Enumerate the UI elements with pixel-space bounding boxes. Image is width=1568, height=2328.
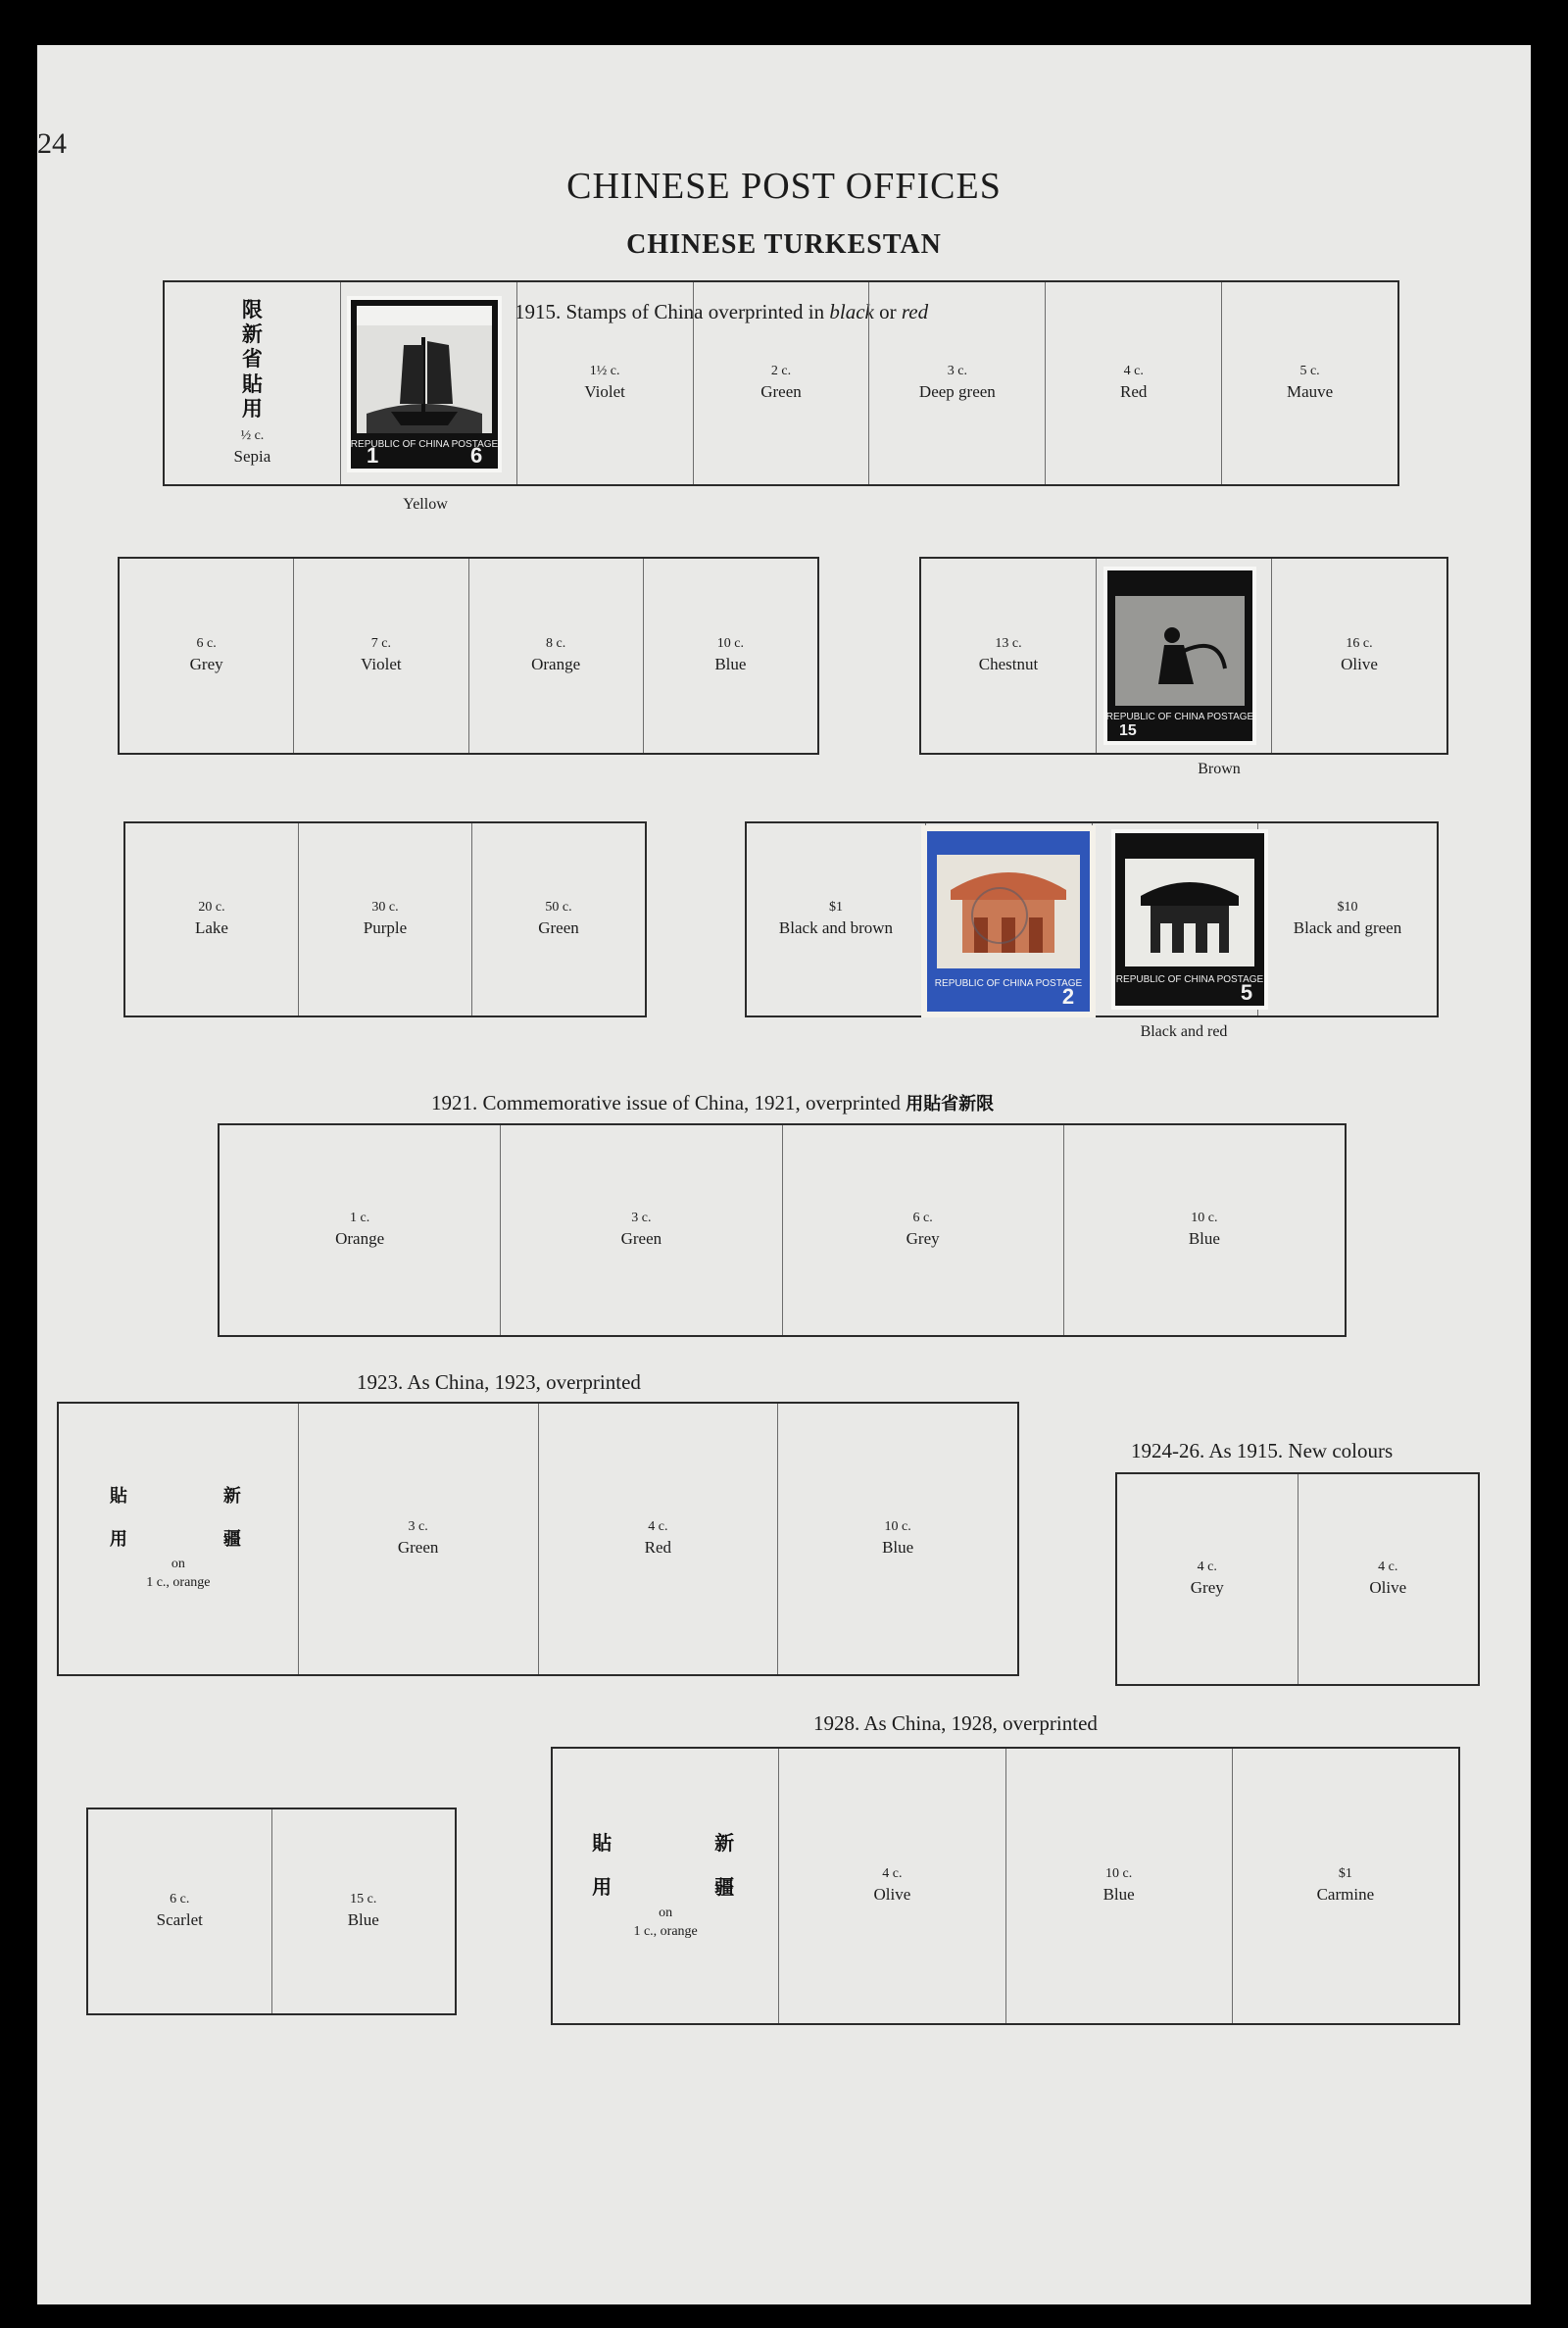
stamp-colour: Violet: [584, 381, 625, 401]
overprint-glyph: 用: [592, 1875, 612, 1900]
stamp-space[interactable]: [1272, 559, 1446, 753]
stamp-space[interactable]: [778, 1404, 1017, 1674]
stamp-colour: Scarlet: [156, 1909, 203, 1929]
stamp-space[interactable]: [1298, 1474, 1479, 1684]
stamp-colour: Blue: [1188, 1228, 1220, 1248]
stamp-colour: Lake: [195, 917, 228, 937]
overprint-1915: [242, 298, 263, 421]
row-1923: [57, 1402, 1019, 1676]
caption-yellow: Yellow: [403, 496, 448, 513]
stamp-colour: Green: [760, 381, 802, 401]
stamp-space[interactable]: [869, 282, 1046, 484]
overprint-glyph: 疆: [714, 1875, 735, 1900]
stamp-colour: Blue: [347, 1909, 379, 1929]
stamp-value: 10 c.: [716, 636, 744, 652]
stamp-value: 1 c.: [350, 1211, 370, 1226]
overprint-glyph: 貼: [241, 371, 263, 396]
stamp-value: 4 c.: [1197, 1560, 1217, 1575]
overprint-glyph: 用: [109, 1529, 127, 1551]
stamp-colour: Violet: [361, 654, 402, 673]
stamp-space[interactable]: [539, 1404, 779, 1674]
stamp-value: 3 c.: [408, 1519, 428, 1535]
stamp-value: 2 c.: [770, 364, 792, 379]
stamp-colour: Black and green: [1293, 917, 1402, 937]
stamp-colour: Chestnut: [978, 654, 1039, 673]
overprint-1923: [110, 1485, 247, 1553]
row-1928: [551, 1747, 1460, 2025]
stamp-space[interactable]: [299, 1404, 539, 1674]
heading-1915-black: black: [829, 300, 874, 323]
reaper-stamp-inscription: REPUBLIC OF CHINA POSTAGE: [1105, 712, 1254, 722]
heading-1924-26: 1924-26. As 1915. New colours: [1131, 1439, 1394, 1462]
stamp-space[interactable]: [1064, 1125, 1345, 1335]
stamp-colour: Red: [1120, 381, 1148, 401]
stamp-colour: Olive: [1369, 1577, 1407, 1597]
stamp-space[interactable]: [783, 1125, 1064, 1335]
stamp-value: 6 c.: [170, 1892, 190, 1907]
stamp-value: 10 c.: [1105, 1866, 1133, 1882]
stamp-value: 1½ c.: [589, 364, 620, 379]
row-1915-d: [123, 821, 647, 1017]
stamp-colour: Grey: [1190, 1577, 1224, 1597]
stamp-colour: Deep green: [918, 381, 996, 401]
overprint-glyph: 疆: [222, 1529, 241, 1551]
stamp-value: 13 c.: [995, 636, 1022, 652]
stamp-space[interactable]: [501, 1125, 782, 1335]
heading-1921: [431, 1090, 994, 1115]
stamp-colour: Grey: [906, 1228, 940, 1248]
stamp-space[interactable]: [1006, 1749, 1233, 2023]
stamp-colour: Grey: [189, 654, 223, 673]
page-subtitle: CHINESE TURKESTAN: [626, 229, 942, 260]
stamp-colour: Green: [538, 917, 579, 937]
heading-1921-text: 1921. Commemorative issue of China, 1921, overprinted: [431, 1091, 901, 1114]
stamp-value: 7 c.: [370, 636, 391, 652]
stamp-value: 6 c.: [912, 1211, 933, 1226]
hall-of-classics-blue-stamp-image: [921, 825, 1096, 1017]
blue-stamp-value: 2: [1061, 984, 1075, 1009]
stamp-value: 30 c.: [371, 900, 399, 916]
caption-brown: Brown: [1198, 761, 1241, 777]
stamp-space[interactable]: [299, 823, 472, 1015]
stamp-colour: Blue: [1102, 1884, 1135, 1904]
heading-1915-or: or: [873, 300, 902, 323]
stamp-colour: Green: [397, 1537, 439, 1557]
stamp-value: 4 c.: [882, 1866, 903, 1882]
stamp-value: $10: [1337, 900, 1358, 916]
stamp-value: 15 c.: [350, 1892, 377, 1907]
page-number: 24: [37, 127, 67, 160]
stamp-space[interactable]: [1222, 282, 1397, 484]
overprint-glyph: 新: [241, 322, 263, 347]
stamp-value: 4 c.: [1123, 364, 1144, 379]
row-1924-26: [1115, 1472, 1480, 1686]
overprint-1921: 用貼省新限: [906, 1094, 995, 1114]
overprint-glyph: 省: [241, 347, 263, 371]
stamp-colour: Olive: [1341, 654, 1378, 673]
stamp-space[interactable]: [469, 559, 644, 753]
stamp-space[interactable]: [472, 823, 645, 1015]
stamp-space[interactable]: [1258, 823, 1437, 1015]
stamp-space[interactable]: [1233, 1749, 1458, 2023]
stamp-space[interactable]: [1117, 1474, 1298, 1684]
junk-stamp-image: [347, 296, 502, 472]
row-1915-b: [118, 557, 819, 755]
stamp-space[interactable]: [779, 1749, 1005, 2023]
stamp-value: 3 c.: [631, 1211, 652, 1226]
black-stamp-value: 5: [1240, 980, 1253, 1005]
hall-of-classics-black-stamp-image: [1111, 829, 1268, 1010]
overprint-glyph: 新: [222, 1485, 241, 1507]
overprint-1928: [592, 1830, 739, 1901]
stamp-colour: Blue: [714, 654, 747, 673]
heading-1928: 1928. As China, 1928, overprinted: [813, 1711, 1098, 1735]
stamp-space[interactable]: [272, 1809, 456, 2013]
stamp-space[interactable]: [1046, 282, 1222, 484]
junk-stamp-value-right: 6: [470, 443, 483, 468]
heading-1915-red: red: [901, 300, 929, 323]
stamp-space[interactable]: [921, 559, 1097, 753]
stamp-value: 10 c.: [1191, 1211, 1218, 1226]
stamp-value: 20 c.: [198, 900, 225, 916]
black-stamp-inscription: REPUBLIC OF CHINA POSTAGE: [1115, 974, 1264, 985]
stamp-space[interactable]: [120, 559, 294, 753]
reaper-stamp-image: [1103, 567, 1256, 745]
stamp-colour: Orange: [335, 1228, 385, 1248]
junk-stamp-inscription: REPUBLIC OF CHINA POSTAGE: [350, 439, 499, 450]
stamp-value: 8 c.: [546, 636, 566, 652]
reaper-stamp-value: 15: [1119, 722, 1137, 739]
surcharge-on: on: [659, 1906, 673, 1921]
overprint-glyph: 限: [241, 298, 263, 322]
album-page: [37, 45, 1531, 2304]
stamp-value: 3 c.: [947, 364, 967, 379]
stamp-colour: Blue: [882, 1537, 914, 1557]
caption-black-and-red: Black and red: [1140, 1023, 1228, 1040]
stamp-colour: Orange: [531, 654, 581, 673]
page-title: CHINESE POST OFFICES: [566, 166, 1002, 207]
stamp-colour: Red: [644, 1537, 672, 1557]
stamp-colour: Green: [620, 1228, 662, 1248]
stamp-space[interactable]: [125, 823, 299, 1015]
surcharge-base: 1 c., orange: [633, 1924, 698, 1939]
overprint-glyph: 貼: [592, 1831, 612, 1856]
stamp-colour: Black and brown: [778, 917, 894, 937]
row-1921: [218, 1123, 1347, 1337]
stamp-colour: Purple: [363, 917, 408, 937]
stamp-colour: Sepia: [233, 446, 271, 466]
stamp-space[interactable]: [553, 1749, 779, 2023]
stamp-space[interactable]: [220, 1125, 501, 1335]
stamp-space[interactable]: [294, 559, 468, 753]
blue-stamp-inscription: REPUBLIC OF CHINA POSTAGE: [934, 978, 1083, 989]
stamp-value: $1: [828, 900, 843, 916]
surcharge-base: 1 c., orange: [146, 1575, 211, 1591]
stamp-space[interactable]: [644, 559, 817, 753]
stamp-value: 5 c.: [1299, 364, 1320, 379]
stamp-space[interactable]: [88, 1809, 272, 2013]
overprint-glyph: 新: [714, 1831, 735, 1856]
stamp-space[interactable]: [59, 1404, 299, 1674]
stamp-space[interactable]: [517, 282, 694, 484]
overprint-glyph: 貼: [109, 1485, 127, 1507]
stamp-value: 16 c.: [1346, 636, 1373, 652]
stamp-space[interactable]: [694, 282, 870, 484]
stamp-value: 50 c.: [545, 900, 572, 916]
junk-stamp-value-left: 1: [367, 443, 379, 468]
row-1928-pair: [86, 1808, 457, 2015]
stamp-value: ½ c.: [240, 428, 265, 444]
stamp-colour: Carmine: [1316, 1884, 1375, 1904]
stamp-space[interactable]: [747, 823, 926, 1015]
stamp-colour: Olive: [873, 1884, 911, 1904]
stamp-value: 4 c.: [648, 1519, 668, 1535]
surcharge-on: on: [171, 1557, 185, 1572]
stamp-value: $1: [1338, 1866, 1352, 1882]
heading-1915-text: 1915. Stamps of China overprinted in: [514, 300, 830, 323]
stamp-value: 10 c.: [884, 1519, 911, 1535]
heading-1923: 1923. As China, 1923, overprinted: [357, 1370, 641, 1394]
stamp-colour: Mauve: [1286, 381, 1334, 401]
stamp-value: 4 c.: [1378, 1560, 1398, 1575]
stamp-space[interactable]: [165, 282, 341, 484]
stamp-value: 6 c.: [196, 636, 217, 652]
overprint-glyph: 用: [241, 396, 263, 421]
